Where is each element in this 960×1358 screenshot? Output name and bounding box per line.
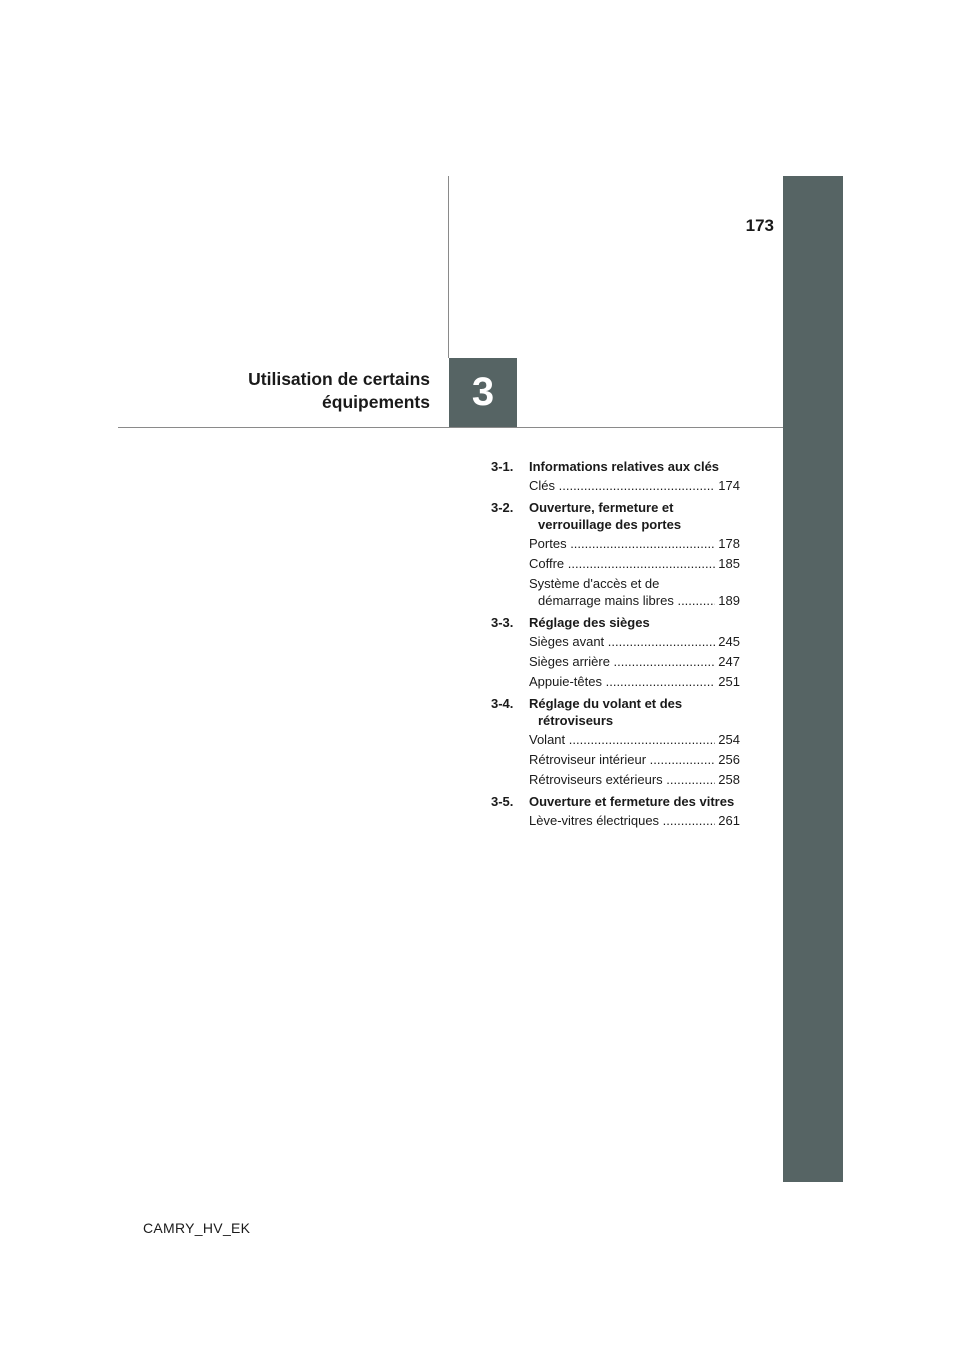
entry-page-number: 185 <box>715 555 740 572</box>
toc-section-3-4 <box>491 695 740 788</box>
section-title: Informations relatives aux clés <box>529 459 720 474</box>
entry-page-number: 254 <box>715 731 740 748</box>
toc-section-3-2 <box>491 499 740 609</box>
section-heading[interactable] <box>491 793 740 810</box>
entry-label: Clés ..... <box>529 478 715 493</box>
page-number: 173 <box>745 216 774 235</box>
toc-section-3-3 <box>491 614 740 690</box>
section-title: Réglage des sièges <box>529 615 650 630</box>
section-heading[interactable] <box>491 614 740 631</box>
section-number: 3-1. <box>491 459 514 474</box>
section-heading[interactable] <box>491 695 740 729</box>
entry-label: Rétroviseurs extérieurs ..... <box>529 772 715 787</box>
entry-label: Sièges arrière ..... <box>529 654 715 669</box>
toc-entry-systeme-acces[interactable] <box>529 575 740 609</box>
section-heading[interactable] <box>491 499 740 533</box>
toc-entry-leve-vitres[interactable] <box>529 812 740 829</box>
toc-entry-portes[interactable] <box>529 535 740 552</box>
entry-label: Sièges avant ..... <box>529 634 715 649</box>
entry-label: Volant ..... <box>529 732 715 747</box>
toc-entry-sieges-avant[interactable] <box>529 633 740 650</box>
toc-entry-volant[interactable] <box>529 731 740 748</box>
entry-page-number: 189 <box>715 592 740 609</box>
toc-entry-retroviseur-interieur[interactable] <box>529 751 740 768</box>
entry-label: Lève-vitres électriques ..... <box>529 813 715 828</box>
chapter-title <box>248 368 430 414</box>
entry-page-number: 245 <box>715 633 740 650</box>
table-of-contents <box>491 458 740 834</box>
footer-model-code: CAMRY_HV_EK <box>143 1220 251 1236</box>
entry-page-number: 256 <box>715 751 740 768</box>
entry-label-line1: Système d'accès et de <box>529 576 660 591</box>
section-title: Ouverture et fermeture des vitres <box>529 794 735 809</box>
toc-section-3-1 <box>491 458 740 494</box>
section-number: 3-3. <box>491 615 514 630</box>
chapter-side-tab <box>783 176 843 1182</box>
chapter-title-line2: équipements <box>322 392 430 412</box>
toc-entry-appuie-tetes[interactable] <box>529 673 740 690</box>
entry-label: Appuie-têtes ..... <box>529 674 715 689</box>
entry-label: Coffre ..... <box>529 556 715 571</box>
entry-page-number: 174 <box>715 477 740 494</box>
entry-page-number: 247 <box>715 653 740 670</box>
horizontal-divider <box>118 427 783 428</box>
entry-page-number: 258 <box>715 771 740 788</box>
entry-page-number: 251 <box>715 673 740 690</box>
entry-label: Portes ..... <box>529 536 715 551</box>
chapter-number-badge: 3 <box>449 358 517 427</box>
toc-entry-sieges-arriere[interactable] <box>529 653 740 670</box>
section-number: 3-5. <box>491 794 514 809</box>
toc-entry-coffre[interactable] <box>529 555 740 572</box>
entry-page-number: 261 <box>715 812 740 829</box>
vertical-divider <box>448 176 449 358</box>
section-title: Ouverture, fermeture et verrouillage des portes <box>529 500 682 532</box>
entry-page-number: 178 <box>715 535 740 552</box>
toc-entry-cles[interactable] <box>529 477 740 494</box>
section-title: Réglage du volant et des rétroviseurs <box>529 696 683 728</box>
entry-label-line2: démarrage mains libres ..... <box>538 593 715 608</box>
section-number: 3-4. <box>491 696 514 711</box>
section-heading[interactable] <box>491 458 740 475</box>
entry-label: Rétroviseur intérieur ..... <box>529 752 715 767</box>
toc-entry-retroviseurs-exterieurs[interactable] <box>529 771 740 788</box>
section-number: 3-2. <box>491 500 514 515</box>
chapter-title-line1: Utilisation de certains <box>248 369 430 389</box>
toc-section-3-5 <box>491 793 740 829</box>
